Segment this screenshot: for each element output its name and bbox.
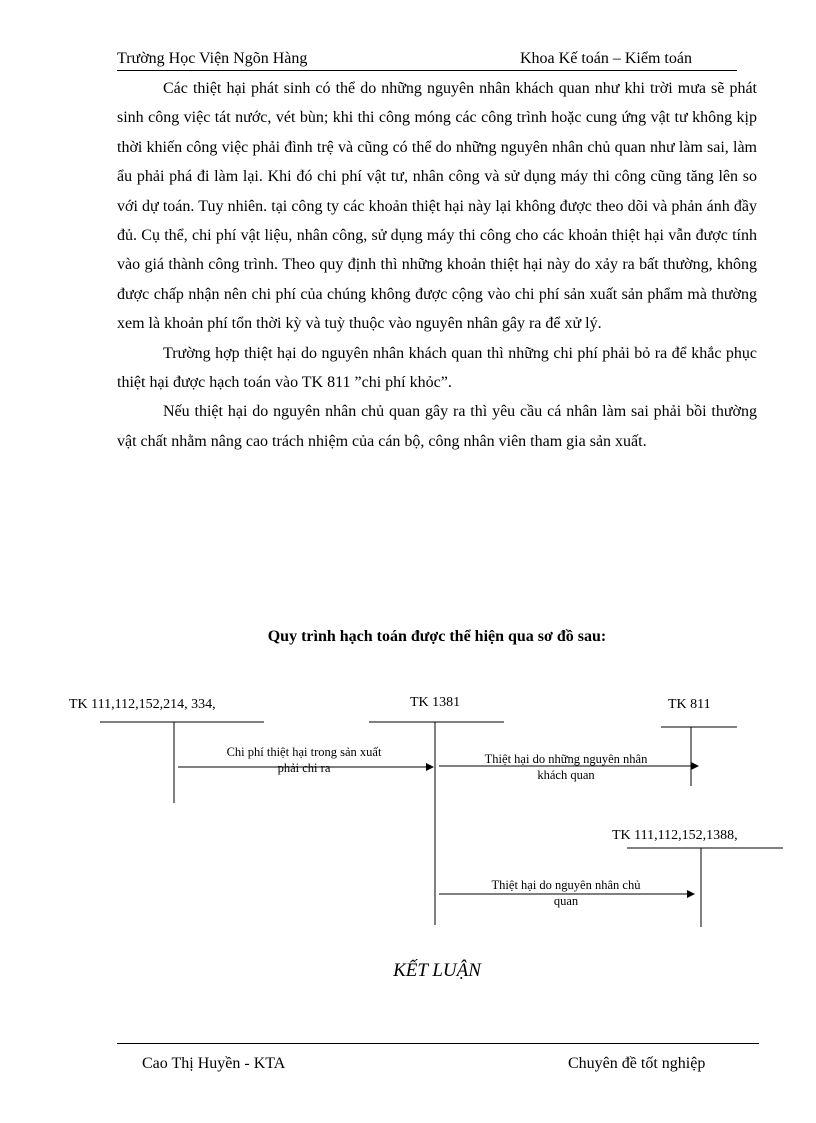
arrow-objective-label-line1: Thiệt hại do những nguyên nhân xyxy=(484,752,648,766)
footer-divider xyxy=(117,1043,759,1044)
diagram-title: Quy trình hạch toán được thể hiện qua sơ đồ sau: xyxy=(267,628,607,645)
account-811-label: TK 811 xyxy=(668,697,711,712)
arrow-subjective-label-line1: Thiệt hại do nguyên nhân chủ xyxy=(491,878,641,892)
footer-thesis-type: Chuyên đề tốt nghiệp xyxy=(568,1055,706,1072)
header-faculty: Khoa Kế toán – Kiểm toán xyxy=(520,50,692,67)
arrow-objective-label-line2: khách quan xyxy=(537,768,595,782)
arrow-cost-label-line2: phải chi ra xyxy=(277,761,331,775)
conclusion-heading: KẾT LUẬN xyxy=(393,960,481,981)
footer-author: Cao Thị Huyền - KTA xyxy=(142,1055,286,1072)
paragraph-subjective: Nếu thiệt hại do nguyên nhân chủ quan gây ra thì yêu cầu cá nhân làm sai phải bồi thường vật chất nhằm nâng cao trách nhiệm của cán bộ, công nhân viên tham gia sản xuất. xyxy=(117,403,757,450)
account-1381-label: TK 1381 xyxy=(410,695,461,710)
arrow-objective-label xyxy=(452,751,680,783)
account-recover-label: TK 111,112,152,1388, xyxy=(612,828,738,843)
paragraph-losses: Các thiệt hại phát sinh có thể do những nguyên nhân khách quan như khi trời mưa sẽ phát sinh công việc tát nước, vét bùn; khi thi công móng các công trình hoặc cung ứng vật tư không kịp thời khiến công việc phải đình trệ và cũng có thể do những nguyên nhân chủ quan như làm sai, làm ẩu phải phá đi làm lại. Khi đó chi phí vật tư, nhân công và sử dụng máy thi công cũng tăng lên so với dự toán. Tuy nhiên. tại công ty các khoản thiệt hại này lại không được theo dõi và phản ánh đầy đủ. Cụ thể, chi phí vật liệu, nhân công, sử dụng máy thi công cho các khoản thiệt hại vẫn được tính vào giá thành công trình. Theo quy định thì những khoản thiệt hại này do xảy ra bất thường, không được chấp nhận nên chi phí của chúng không được cộng vào chi phí sản xuất sản phẩm mà thường xem là khoản phí tổn thời kỳ và tuỳ thuộc vào nguyên nhân gây ra để xử lý. xyxy=(117,80,757,333)
arrow-subjective-label-line2: quan xyxy=(553,894,579,908)
header-school: Trường Học Viện Ngõn Hàng xyxy=(117,50,308,67)
arrow-subjective-label xyxy=(452,877,680,909)
paragraph-objective: Trường hợp thiệt hại do nguyên nhân khách quan thì những chi phí phải bỏ ra để khắc phục thiệt hại được hạch toán vào TK 811 ”chi phí khỏc”. xyxy=(117,344,757,392)
account-source-label: TK 111,112,152,214, 334, xyxy=(69,697,216,712)
arrow-cost-label xyxy=(190,744,418,776)
arrow-cost-label-line1: Chi phí thiệt hại trong sản xuất xyxy=(226,745,382,759)
